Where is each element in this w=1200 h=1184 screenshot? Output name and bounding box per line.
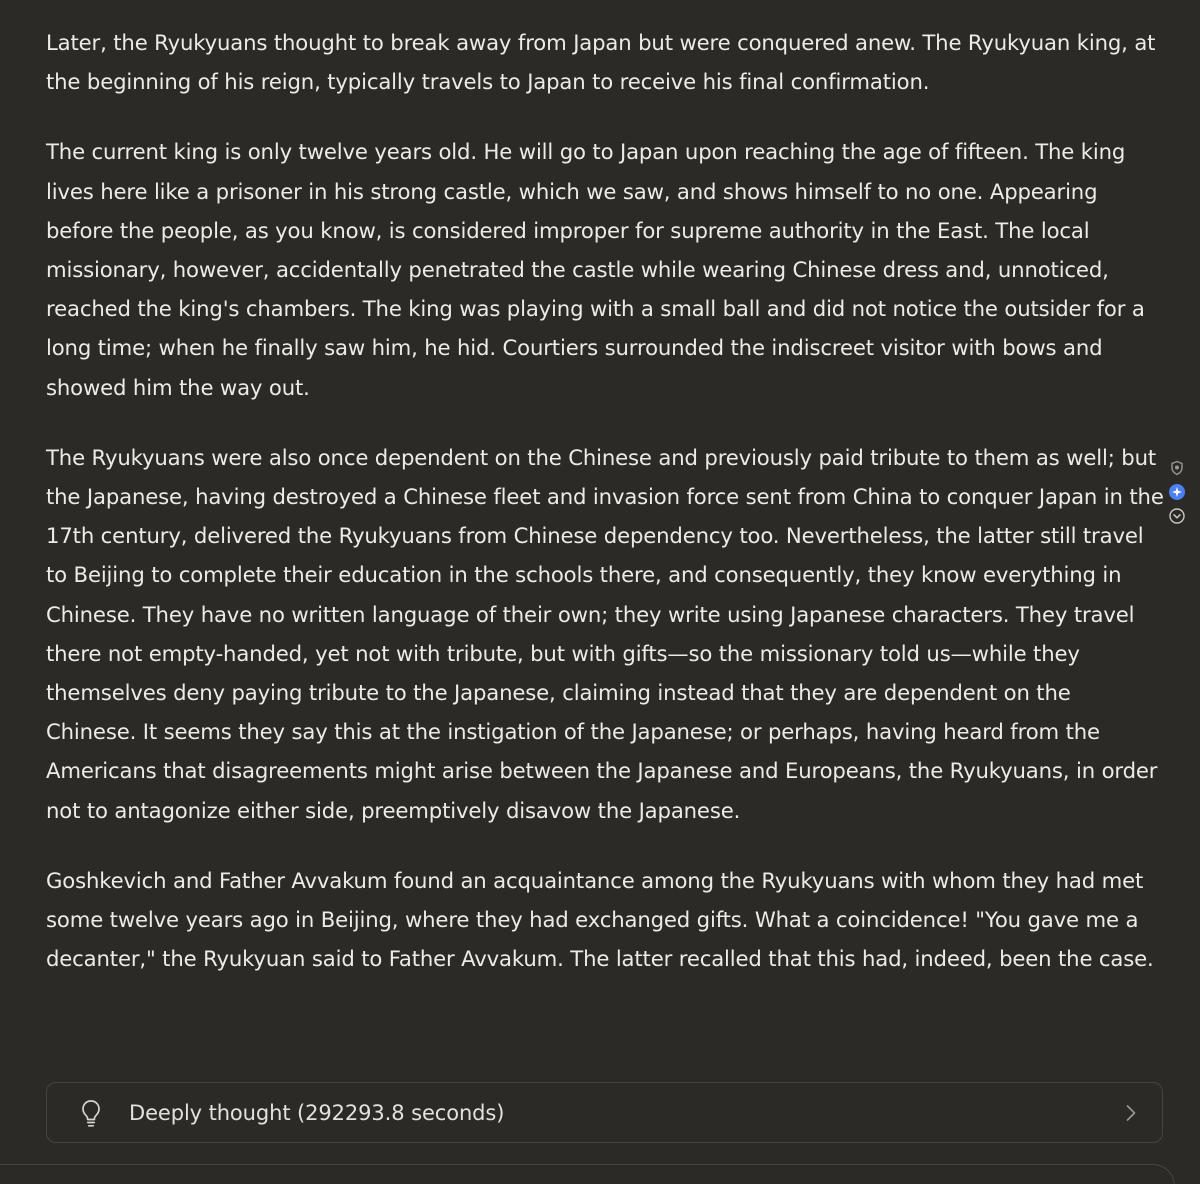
message-paragraph: Later, the Ryukyuans thought to break away from Japan but were conquered anew. The Ryukyuan king, at the beginning of his reign, typically travels to Japan to receive his final confirmation. (46, 30, 1156, 95)
thinking-duration-label: Deeply thought (292293.8 seconds) (129, 1101, 505, 1125)
lightbulb-icon (79, 1098, 103, 1130)
chevron-down-circle-icon[interactable] (1168, 507, 1186, 525)
side-toolbar (1168, 459, 1188, 531)
composer-panel (0, 1164, 1175, 1184)
thinking-summary-button[interactable] (46, 1082, 1163, 1143)
shield-icon[interactable] (1168, 459, 1186, 477)
chevron-right-icon (1124, 1102, 1138, 1124)
message-paragraph: The Ryukyuans were also once dependent on the Chinese and previously paid tribute to them as well; but the Japanese, having destroyed a Chinese fleet and invasion force sent from China to conquer Japan in the 17th century, delivered the Ryukyuans from Chinese dependency too. Nevertheless, the latter still travel to Beijing to complete their education in the schools there, and consequently, they know everything in Chinese. They have no written language of their own; they write using Japanese characters. They travel there not empty-handed, yet not with tribute, but with gifts—so the missionary told us—while they themselves deny paying tribute to the Japanese, claiming instead that they are dependent on the Chinese. It seems they say this at the instigation of the Japanese; or perhaps, having heard from the Americans that disagreements might arise between the Japanese and Europeans, the Ryukyuans, in order not to antagonize either side, preemptively disavow the Japanese. (46, 444, 1164, 823)
sparkle-icon[interactable] (1168, 483, 1186, 501)
message-paragraph: Goshkevich and Father Avvakum found an acquaintance among the Ryukyuans with whom they had met some twelve years ago in Beijing, where they had exchanged gifts. What a coincidence! "You gave me a decanter," the Ryukyuan said to Father Avvakum. The latter recalled that this had, indeed, been the case. (46, 867, 1154, 972)
assistant-message (46, 23, 1164, 1009)
message-paragraph: The current king is only twelve years old. He will go to Japan upon reaching the age of fifteen. The king lives here like a prisoner in his strong castle, which we saw, and shows himself to no one. Appearing before the people, as you know, is considered improper for supreme authority in the East. The local missionary, however, accidentally penetrated the castle while wearing Chinese dress and, unnoticed, reached the king's chambers. The king was playing with a small ball and did not notice the outsider for a long time; when he finally saw him, he hid. Courtiers surrounded the indiscreet visitor with bows and showed him the way out. (46, 139, 1145, 400)
